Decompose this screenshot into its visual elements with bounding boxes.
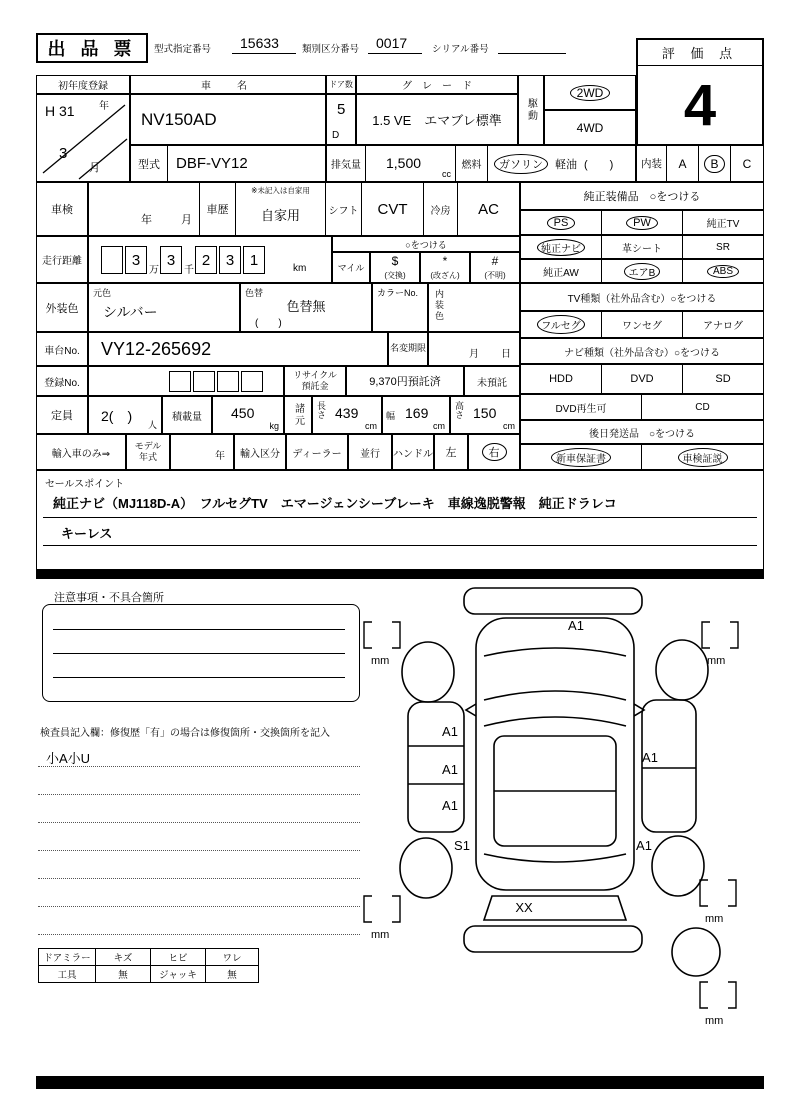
color-no-cell (372, 283, 428, 332)
doors-count: 5 (337, 101, 346, 118)
equip-ps-cell (520, 210, 602, 235)
length-label: 長さ (316, 401, 326, 419)
ext-color-label: 外装色 (36, 283, 88, 332)
bracket-top-left-close (392, 622, 400, 648)
first-reg-year-unit: 年 (99, 101, 109, 112)
dims-label: 諸元 (292, 403, 304, 427)
rear-window (484, 854, 626, 862)
tools-r1c4: ワレ (205, 948, 259, 966)
tools-r2c2: 無 (95, 965, 151, 983)
bracket-top-right-open (702, 622, 710, 648)
equip-aw-cell: 純正AW (520, 259, 602, 283)
windshield-top (484, 691, 626, 700)
car-diagram (358, 578, 762, 1058)
interior-color-label: 内装色 (434, 289, 444, 322)
reg-no-box-4 (241, 371, 263, 392)
navi-type-header: ナビ種類（社外品含む）○をつける (520, 338, 764, 364)
reg-no-box-3 (217, 371, 239, 392)
bracket-bottom-left-open (364, 896, 372, 922)
equip-leather-cell: 革シート (601, 235, 683, 259)
mileage-mark-unknown (470, 252, 520, 283)
width-cell (382, 396, 450, 434)
height-unit: cm (503, 421, 515, 431)
color-change-label: 色替 (245, 288, 264, 298)
mm-spare: mm (705, 1015, 724, 1027)
interior-color-cell (428, 283, 520, 332)
first-reg-era-year: H 31 (45, 103, 75, 119)
equip-airbag-cell (601, 259, 683, 283)
drive-4wd-cell: 4WD (544, 110, 636, 145)
dvd-play-cell: DVD再生可 (520, 394, 642, 420)
rear-left-wheel (400, 838, 452, 898)
damage-mark-left-3: A1 (442, 798, 458, 813)
model-code-underline (232, 53, 296, 54)
history-note: ※未記入は自家用 (251, 185, 310, 195)
tools-r1c3: ヒビ (150, 948, 206, 966)
serial-label: シリアル番号 (432, 44, 489, 55)
mm-bottom-left: mm (371, 929, 390, 941)
front-left-wheel (402, 642, 454, 702)
damage-marks (442, 618, 658, 915)
orig-color-cell (88, 283, 240, 332)
interior-grade-c: C (730, 145, 764, 182)
manual-circled: 車検証説 (678, 448, 728, 467)
bracket-bottom-left-close (392, 896, 400, 922)
car-diagram-body (400, 588, 720, 976)
later-shipment-header: 後日発送品 ○をつける (520, 420, 764, 444)
capacity-value: 2( ) (101, 408, 133, 424)
mile-label: マイル (332, 252, 370, 283)
history-value: 自家用 (260, 207, 300, 223)
mark-tampered-note: (改ざん) (430, 271, 460, 280)
reg-no-box-1 (169, 371, 191, 392)
car-body-outline (476, 618, 634, 890)
left-mirror (466, 704, 476, 716)
right-side-panel (642, 700, 696, 832)
history-label: 車歴 (199, 182, 236, 236)
doors-code: D (332, 130, 340, 141)
damage-mark-right-1: A1 (642, 750, 658, 765)
mileage-digit-4: 2 (195, 246, 217, 274)
equip-airbag-circled: エアB (624, 263, 661, 280)
mileage-mark-exchange (370, 252, 420, 283)
mileage-label: 走行距離 (36, 236, 88, 283)
bracket-spare-open (700, 982, 708, 1008)
form-title: 出 品 票 (36, 33, 148, 63)
mm-top-left: mm (371, 655, 390, 667)
tools-r1c1: ドアミラー (38, 948, 96, 966)
warranty-cell (520, 444, 642, 470)
length-value: 439 (335, 405, 359, 421)
color-change-value: 色替無 (286, 298, 326, 314)
reg-no-label: 登録No. (36, 366, 88, 396)
handle-left: 左 (434, 434, 468, 470)
mileage-digit-2: 3 (125, 246, 147, 274)
length-unit: cm (365, 421, 377, 431)
mark-exchange-symbol: $ (391, 254, 399, 268)
name-change-label: 名変期限 (388, 332, 428, 366)
equip-pw-circled: PW (626, 216, 658, 230)
mileage-man: 万 (149, 265, 159, 276)
mileage-digit-5: 3 (219, 246, 241, 274)
mileage-circle-note: ○をつける (332, 236, 520, 252)
fuel-diesel: 軽油 (555, 158, 577, 171)
tv-type-header: TV種類（社外品含む）○をつける (520, 283, 764, 311)
tv-fullseg-cell (520, 311, 602, 338)
evaluation-label: 評 価 点 (638, 40, 762, 66)
caution-line-2 (53, 653, 345, 654)
name-change-day-unit: 日 (501, 349, 511, 360)
drive-2wd-circled: 2WD (570, 85, 611, 101)
cool-label: 冷房 (423, 182, 458, 236)
equip-abs-cell (682, 259, 764, 283)
recycle-deposited: 9,370円預託済 (346, 366, 464, 396)
drive-header (518, 75, 544, 145)
bottom-bar (36, 1076, 764, 1089)
warranty-circled: 新車保証書 (551, 448, 611, 467)
sales-point-label: セールスポイント (45, 479, 125, 490)
note-line-6 (38, 906, 360, 907)
color-change-paren: ( ) (255, 318, 282, 329)
tv-oneseg-cell: ワンセグ (601, 311, 683, 338)
car-name-value: NV150AD (130, 94, 326, 145)
tools-r2c3: ジャッキ (150, 965, 206, 983)
note-line-2 (38, 794, 360, 795)
equip-navi-cell (520, 235, 602, 259)
front-right-wheel (656, 640, 708, 700)
width-value: 169 (405, 405, 429, 421)
recycle-not-deposited: 未預託 (464, 366, 520, 396)
interior-grade-a: A (666, 145, 699, 182)
color-change-cell (240, 283, 372, 332)
mileage-unit: km (293, 263, 307, 274)
mm-bottom-right: mm (705, 913, 724, 925)
windshield-bottom (484, 717, 626, 726)
mark-unknown-note: (不明) (484, 271, 506, 280)
mm-labels (371, 655, 725, 1027)
width-unit: cm (433, 421, 445, 431)
fuel-paren: ( ) (584, 158, 614, 171)
chassis-value: VY12-265692 (88, 332, 388, 366)
tv-fullseg-circled: フルセグ (537, 315, 585, 334)
reg-no-cell (88, 366, 284, 396)
equip-navi-circled: 純正ナビ (537, 239, 585, 256)
equip-tv-cell: 純正TV (682, 210, 764, 235)
load-label: 積載量 (162, 396, 212, 434)
note-line-7 (38, 934, 360, 935)
fuel-label: 燃料 (455, 145, 488, 182)
bracket-bottom-right-close (728, 880, 736, 906)
note-line-1 (38, 766, 360, 767)
class-code-underline (368, 53, 422, 54)
load-cell (212, 396, 284, 434)
tools-r2c4: 無 (205, 965, 259, 983)
measure-brackets (364, 622, 738, 1008)
bracket-spare-close (728, 982, 736, 1008)
shaken-label: 車検 (36, 182, 88, 236)
mileage-cell (88, 236, 332, 283)
import-parallel: 並行 (348, 434, 392, 470)
first-reg-cell (36, 94, 130, 182)
caution-line-3 (53, 677, 345, 678)
serial-underline (498, 53, 566, 54)
height-label: 高さ (454, 401, 464, 419)
displacement-value: 1,500 (386, 155, 422, 171)
handle-right-cell (468, 434, 520, 470)
model-value: DBF-VY12 (167, 145, 326, 182)
doors-cell (326, 94, 356, 145)
bracket-bottom-right-open (700, 880, 708, 906)
damage-mark-left-rear: S1 (454, 838, 470, 853)
doors-header: ドア数 (326, 75, 356, 94)
cool-value: AC (457, 182, 520, 236)
sales-point-line1: 純正ナビ（MJ118D-A） フルセグTV エマージェンシーブレーキ 車線逸脱警報 純正ドラレコ (53, 496, 617, 511)
evaluation-box (636, 38, 764, 146)
shaken-year-unit: 年 (141, 214, 152, 226)
grade-header: グ レ ー ド (356, 75, 518, 94)
mark-unknown-symbol: # (491, 254, 499, 268)
damage-mark-front: A1 (568, 618, 584, 633)
bracket-top-left-open (364, 622, 372, 648)
history-cell (235, 182, 326, 236)
grade-value: 1.5 VE エマブレ標準 (356, 94, 518, 145)
model-label: 型式 (130, 145, 168, 182)
sales-point-box (36, 470, 764, 570)
note-line-5 (38, 878, 360, 879)
bracket-top-right-close (730, 622, 738, 648)
capacity-unit: 人 (147, 420, 157, 430)
import-dealer: ディーラー (286, 434, 348, 470)
front-bumper (464, 588, 642, 614)
mileage-mark-tampered (420, 252, 470, 283)
hood-line (484, 648, 626, 656)
load-unit: kg (269, 421, 279, 431)
capacity-cell (88, 396, 162, 434)
trunk-panel (484, 896, 626, 920)
manual-cell (641, 444, 764, 470)
interior-grade-b-circled: B (704, 155, 724, 173)
color-no-label: カラーNo. (377, 288, 419, 298)
tools-r1c2: キズ (95, 948, 151, 966)
equip-header: 純正装備品 ○をつける (520, 182, 764, 210)
car-name-header: 車 名 (130, 75, 326, 94)
shaken-month-unit: 月 (181, 214, 192, 226)
caution-line-1 (53, 629, 345, 630)
height-cell (450, 396, 520, 434)
sales-point-line2: キーレス (61, 526, 113, 541)
chassis-label: 車台No. (36, 332, 88, 366)
fuel-gasoline-circled: ガソリン (494, 154, 548, 174)
damage-mark-right-rear: A1 (636, 838, 652, 853)
navi-dvd-cell: DVD (601, 364, 683, 394)
interior-grade-label: 内装 (636, 145, 667, 182)
shift-value: CVT (361, 182, 424, 236)
handle-right-circled: 右 (482, 443, 507, 461)
spare-tire (672, 928, 720, 976)
model-year-label: モデル年式 (126, 434, 170, 470)
evaluation-score: 4 (683, 72, 717, 138)
model-year-unit: 年 (215, 451, 225, 462)
orig-color-value: シルバー (103, 304, 158, 320)
first-reg-month-unit: 月 (89, 162, 100, 174)
displacement-unit: cc (442, 169, 451, 179)
rear-bumper (464, 926, 642, 952)
name-change-date-cell (428, 332, 520, 366)
mileage-sen: 千 (184, 265, 194, 276)
model-year-cell (170, 434, 234, 470)
inspector-note: 小A小U (46, 751, 91, 766)
drive-header-text: 駆動 (525, 98, 537, 122)
capacity-label: 定員 (36, 396, 88, 434)
equip-abs-circled: ABS (707, 265, 739, 278)
sales-rule-2 (43, 545, 757, 546)
displacement-label: 排気量 (326, 145, 366, 182)
caution-label: 注意事項・不具合箇所 (54, 592, 164, 604)
fuel-cell (487, 145, 636, 182)
class-code-label: 類別区分番号 (302, 44, 360, 55)
navi-hdd-cell: HDD (520, 364, 602, 394)
reg-no-box-2 (193, 371, 215, 392)
caution-box (42, 604, 360, 702)
first-reg-month: 3 (59, 145, 68, 162)
first-reg-header: 初年度登録 (36, 75, 130, 94)
equip-sr-cell: SR (682, 235, 764, 259)
class-code-value: 0017 (376, 35, 408, 51)
width-label: 幅 (386, 411, 396, 421)
mm-top-right: mm (707, 655, 726, 667)
model-code-label: 型式指定番号 (154, 44, 212, 55)
load-value: 450 (231, 405, 255, 421)
rear-right-wheel (652, 836, 704, 896)
mark-exchange-note: (交換) (384, 271, 406, 280)
note-line-4 (38, 850, 360, 851)
length-cell (312, 396, 382, 434)
equip-pw-cell (601, 210, 683, 235)
model-code-value: 15633 (240, 35, 279, 51)
equip-ps-circled: PS (547, 216, 576, 230)
damage-mark-left-2: A1 (442, 762, 458, 777)
recycle-label: リサイクル預託金 (284, 366, 346, 396)
height-value: 150 (473, 405, 497, 421)
tools-r2c1: 工具 (38, 965, 96, 983)
handle-label: ハンドル (392, 434, 434, 470)
mileage-digit-1 (101, 246, 123, 274)
damage-mark-rear: XX (515, 900, 533, 915)
cd-cell: CD (641, 394, 764, 420)
tv-analog-cell: アナログ (682, 311, 764, 338)
mileage-digit-6: 1 (243, 246, 265, 274)
dims-label-cell (284, 396, 312, 434)
shaken-date-cell (88, 182, 200, 236)
note-line-3 (38, 822, 360, 823)
import-division-label: 輸入区分 (234, 434, 286, 470)
import-only-label: 輸入車のみ⇒ (36, 434, 126, 470)
name-change-month-unit: 月 (469, 349, 479, 360)
sales-rule-1 (43, 517, 757, 518)
mark-tampered-symbol: * (442, 254, 448, 268)
interior-grade-b (698, 145, 731, 182)
damage-mark-left-1: A1 (442, 724, 458, 739)
inspector-label: 検査員記入欄：修復歴「有」の場合は修復箇所・交換箇所を記入 (40, 728, 330, 739)
navi-sd-cell: SD (682, 364, 764, 394)
shift-label: シフト (325, 182, 362, 236)
mileage-digit-3: 3 (160, 246, 182, 274)
displacement-cell (365, 145, 456, 182)
orig-color-label: 元色 (93, 288, 112, 298)
drive-2wd-cell (544, 75, 636, 110)
